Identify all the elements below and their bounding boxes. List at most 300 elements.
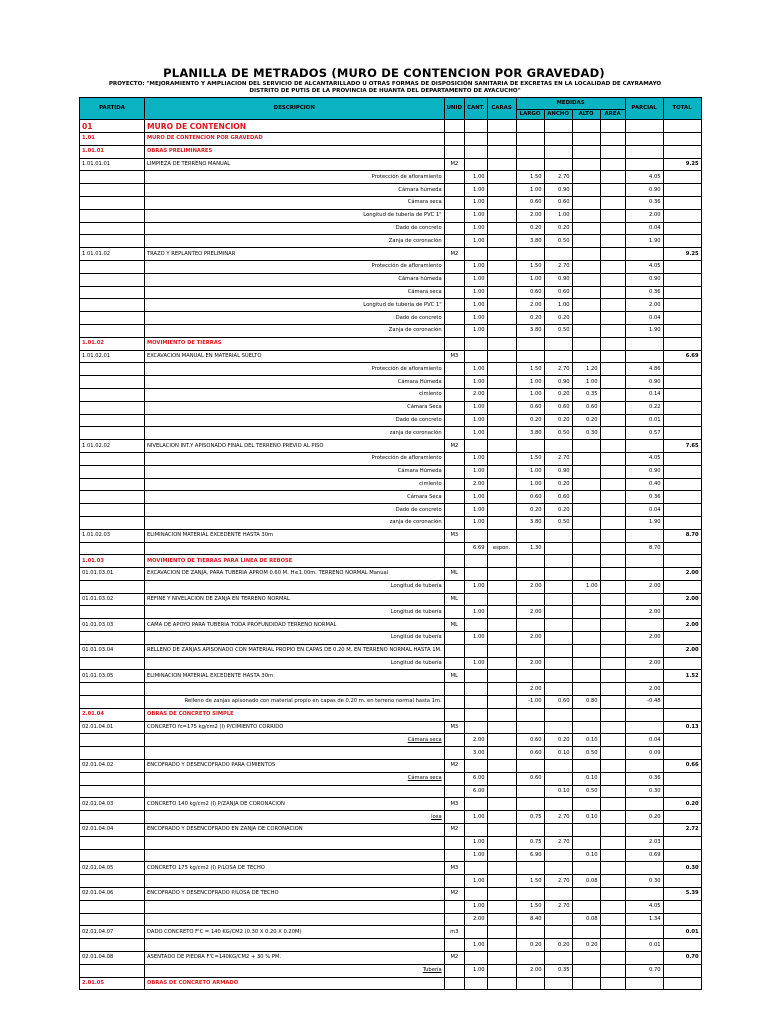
cell-code xyxy=(80,478,145,491)
cell-total-text: 9.25 xyxy=(685,160,699,167)
cell-desc-text: MOVIMIENTO DE TIERRAS xyxy=(147,340,222,347)
cell-cant-text: 1.00 xyxy=(473,852,485,859)
cell-unid-text: m3 xyxy=(450,928,459,935)
cell-unid-text: M2 xyxy=(450,762,459,769)
cell-alto xyxy=(572,273,600,286)
cell-code xyxy=(80,568,145,581)
cell-desc xyxy=(145,478,445,491)
cell-code xyxy=(80,324,145,337)
cell-desc-text: ELIMINACION MATERIAL EXCEDENTE HASTA 30m xyxy=(147,532,274,539)
cell-total-text: 1.52 xyxy=(685,672,699,679)
detail-row xyxy=(80,939,702,952)
cell-cant xyxy=(465,235,488,248)
cell-code xyxy=(80,299,145,312)
cell-caras xyxy=(487,721,516,734)
cell-unid-text: M3 xyxy=(450,532,459,539)
cell-total-text: 7.65 xyxy=(685,442,699,449)
cell-code xyxy=(80,811,145,824)
cell-total xyxy=(663,862,701,875)
cell-largo-text: 0.20 xyxy=(530,941,542,948)
cell-caras xyxy=(487,657,516,670)
cell-code-text: 02.01.04.02 xyxy=(82,762,114,769)
cell-alto xyxy=(572,491,600,504)
cell-desc-text: Cámara húmeda xyxy=(398,186,442,193)
cell-area xyxy=(600,913,625,926)
cell-total xyxy=(663,504,701,517)
cell-cant xyxy=(465,286,488,299)
cell-cant xyxy=(465,760,488,773)
cell-ancho-text: 0.90 xyxy=(558,186,570,193)
cell-parcial-text: 8.70 xyxy=(649,544,661,551)
detail-row xyxy=(80,388,702,401)
cell-unid xyxy=(444,388,464,401)
cell-ancho xyxy=(544,926,572,939)
cell-cant-text: 1.00 xyxy=(473,967,485,974)
cell-largo xyxy=(516,939,544,952)
cell-code xyxy=(80,542,145,555)
cell-area xyxy=(600,657,625,670)
cell-area xyxy=(600,299,625,312)
cell-code xyxy=(80,222,145,235)
cell-cant xyxy=(465,696,488,709)
cell-cant xyxy=(465,388,488,401)
cell-code xyxy=(80,670,145,683)
cell-unid xyxy=(444,427,464,440)
cell-desc xyxy=(145,299,445,312)
cell-ancho xyxy=(544,504,572,517)
cell-alto-text: 0.10 xyxy=(586,852,598,859)
cell-caras xyxy=(487,836,516,849)
cell-desc xyxy=(145,900,445,913)
cell-largo xyxy=(516,785,544,798)
cell-ancho-text: 2.70 xyxy=(558,263,570,270)
col-total: TOTAL xyxy=(663,98,701,120)
cell-desc xyxy=(145,465,445,478)
cell-ancho xyxy=(544,593,572,606)
cell-ancho xyxy=(544,862,572,875)
cell-cant xyxy=(465,504,488,517)
cell-desc-text: OBRAS DE CONCRETO ARMADO xyxy=(147,979,239,986)
cell-alto xyxy=(572,427,600,440)
cell-ancho xyxy=(544,260,572,273)
cell-cant-text: 1.00 xyxy=(473,941,485,948)
cell-code xyxy=(80,747,145,760)
cell-cant xyxy=(465,913,488,926)
table-row xyxy=(80,644,702,657)
table-row xyxy=(80,529,702,542)
cell-largo-text: 0.60 xyxy=(530,288,542,295)
cell-parcial xyxy=(625,772,663,785)
cell-unid-text: M2 xyxy=(450,954,459,961)
cell-cant-text: 1.00 xyxy=(473,660,485,667)
cell-alto xyxy=(572,798,600,811)
cell-desc-text: Dado de concreto xyxy=(395,506,442,513)
cell-desc xyxy=(145,964,445,977)
cell-cant xyxy=(465,683,488,696)
cell-ancho xyxy=(544,414,572,427)
detail-row xyxy=(80,260,702,273)
cell-cant xyxy=(465,657,488,670)
cell-code-text: 2.01.04 xyxy=(82,711,104,718)
cell-alto xyxy=(572,875,600,888)
cell-parcial xyxy=(625,926,663,939)
cell-area xyxy=(600,952,625,965)
cell-caras xyxy=(487,337,516,350)
cell-unid xyxy=(444,683,464,696)
cell-unid-text: ML xyxy=(450,570,459,577)
cell-desc xyxy=(145,977,445,990)
cell-parcial-text: 2.00 xyxy=(649,608,661,615)
cell-code xyxy=(80,696,145,709)
cell-ancho xyxy=(544,798,572,811)
cell-largo-text: 0.60 xyxy=(530,736,542,743)
cell-unid xyxy=(444,593,464,606)
cell-total xyxy=(663,133,701,146)
cell-alto xyxy=(572,184,600,197)
cell-total xyxy=(663,478,701,491)
cell-ancho xyxy=(544,657,572,670)
cell-unid xyxy=(444,696,464,709)
cell-largo xyxy=(516,580,544,593)
cell-cant xyxy=(465,299,488,312)
cell-area xyxy=(600,862,625,875)
cell-area xyxy=(600,529,625,542)
cell-code xyxy=(80,555,145,568)
cell-largo-text: 2.00 xyxy=(530,660,542,667)
cell-largo-text: 3.80 xyxy=(530,429,542,436)
cell-parcial-text: 0.70 xyxy=(649,967,661,974)
cell-total xyxy=(663,964,701,977)
cell-area xyxy=(600,273,625,286)
cell-area xyxy=(600,401,625,414)
cell-unid xyxy=(444,414,464,427)
cell-parcial-text: 0.20 xyxy=(649,813,661,820)
cell-ancho-text: 0.50 xyxy=(558,519,570,526)
cell-total xyxy=(663,606,701,619)
cell-unid xyxy=(444,606,464,619)
cell-alto xyxy=(572,337,600,350)
cell-caras xyxy=(487,376,516,389)
detail-row xyxy=(80,299,702,312)
cell-area xyxy=(600,440,625,453)
cell-desc-text: Longitud de tubería xyxy=(390,660,442,667)
cell-largo xyxy=(516,209,544,222)
cell-unid xyxy=(444,580,464,593)
cell-cant xyxy=(465,158,488,171)
detail-row xyxy=(80,427,702,440)
cell-code xyxy=(80,619,145,632)
cell-unid xyxy=(444,133,464,146)
cell-unid-text: M3 xyxy=(450,800,459,807)
cell-total-text: 2.72 xyxy=(685,826,699,833)
cell-code xyxy=(80,529,145,542)
cell-code xyxy=(80,376,145,389)
cell-total xyxy=(663,824,701,837)
cell-code xyxy=(80,440,145,453)
cell-alto xyxy=(572,836,600,849)
cell-cant-text: 1.00 xyxy=(473,813,485,820)
cell-unid xyxy=(444,440,464,453)
cell-caras xyxy=(487,798,516,811)
detail-row xyxy=(80,171,702,184)
cell-area xyxy=(600,977,625,990)
cell-desc-text: losa xyxy=(431,813,442,820)
cell-largo-text: 1.50 xyxy=(530,263,542,270)
cell-caras xyxy=(487,542,516,555)
cell-total xyxy=(663,785,701,798)
cell-area xyxy=(600,363,625,376)
cell-largo xyxy=(516,120,544,133)
cell-caras xyxy=(487,760,516,773)
cell-total xyxy=(663,888,701,901)
cell-ancho xyxy=(544,849,572,862)
cell-code xyxy=(80,235,145,248)
cell-total xyxy=(663,145,701,158)
cell-cant-text: 1.00 xyxy=(473,212,485,219)
cell-largo-text: 1.30 xyxy=(530,544,542,551)
cell-area xyxy=(600,555,625,568)
cell-parcial xyxy=(625,824,663,837)
cell-largo-text: 1.50 xyxy=(530,173,542,180)
cell-total xyxy=(663,363,701,376)
cell-caras xyxy=(487,478,516,491)
cell-desc-text: Cámara seca xyxy=(407,199,442,206)
cell-parcial xyxy=(625,388,663,401)
cell-parcial xyxy=(625,158,663,171)
cell-ancho xyxy=(544,184,572,197)
cell-parcial xyxy=(625,913,663,926)
cell-parcial xyxy=(625,363,663,376)
cell-ancho xyxy=(544,747,572,760)
cell-unid xyxy=(444,158,464,171)
cell-cant xyxy=(465,312,488,325)
cell-caras xyxy=(487,900,516,913)
cell-largo xyxy=(516,849,544,862)
cell-total-text: 0.66 xyxy=(685,762,699,769)
cell-ancho xyxy=(544,542,572,555)
cell-alto xyxy=(572,734,600,747)
cell-code xyxy=(80,926,145,939)
cell-alto xyxy=(572,568,600,581)
cell-total xyxy=(663,312,701,325)
cell-code xyxy=(80,337,145,350)
cell-caras xyxy=(487,273,516,286)
cell-desc-text: Protección de afloramiento xyxy=(371,173,442,180)
cell-largo-text: 1.00 xyxy=(530,468,542,475)
cell-unid xyxy=(444,952,464,965)
cell-caras xyxy=(487,516,516,529)
cell-largo xyxy=(516,542,544,555)
cell-parcial-text: 0.36 xyxy=(649,288,661,295)
cell-unid xyxy=(444,888,464,901)
detail-row xyxy=(80,657,702,670)
cell-caras xyxy=(487,286,516,299)
detail-row xyxy=(80,606,702,619)
cell-total-text: 0.70 xyxy=(685,954,699,961)
cell-area xyxy=(600,133,625,146)
cell-desc xyxy=(145,644,445,657)
cell-alto xyxy=(572,120,600,133)
cell-largo-text: 2.00 xyxy=(530,212,542,219)
cell-desc xyxy=(145,772,445,785)
cell-code xyxy=(80,401,145,414)
cell-ancho xyxy=(544,235,572,248)
cell-unid-text: M2 xyxy=(450,826,459,833)
cell-desc-text: Protección de afloramiento xyxy=(371,455,442,462)
cell-cant xyxy=(465,580,488,593)
cell-largo xyxy=(516,222,544,235)
cell-desc xyxy=(145,350,445,363)
cell-ancho-text: 0.90 xyxy=(558,276,570,283)
cell-cant xyxy=(465,849,488,862)
cell-unid xyxy=(444,875,464,888)
col-ancho: ANCHO xyxy=(544,110,572,120)
cell-desc xyxy=(145,798,445,811)
cell-desc-text: Cámara Húmeda xyxy=(397,378,442,385)
cell-ancho-text: 0.10 xyxy=(558,749,570,756)
table-row xyxy=(80,824,702,837)
cell-caras xyxy=(487,452,516,465)
cell-largo xyxy=(516,760,544,773)
cell-desc-text: Cámara Seca xyxy=(407,404,442,411)
cell-desc-text: Longitud de tubería de PVC 1" xyxy=(363,212,442,219)
cell-code xyxy=(80,964,145,977)
cell-caras xyxy=(487,491,516,504)
cell-area xyxy=(600,593,625,606)
cell-ancho xyxy=(544,171,572,184)
cell-desc-text: Dado de concreto xyxy=(395,416,442,423)
cell-code xyxy=(80,209,145,222)
cell-desc xyxy=(145,248,445,261)
detail-row xyxy=(80,273,702,286)
cell-ancho-text: 2.70 xyxy=(558,455,570,462)
cell-desc xyxy=(145,196,445,209)
cell-caras xyxy=(487,952,516,965)
cell-area xyxy=(600,350,625,363)
cell-unid-text: M2 xyxy=(450,890,459,897)
cell-ancho-text: 2.70 xyxy=(558,813,570,820)
cell-caras xyxy=(487,593,516,606)
cell-parcial xyxy=(625,401,663,414)
cell-caras xyxy=(487,388,516,401)
cell-alto-text: 0.10 xyxy=(586,775,598,782)
detail-row xyxy=(80,632,702,645)
cell-largo xyxy=(516,504,544,517)
cell-code xyxy=(80,836,145,849)
cell-parcial xyxy=(625,350,663,363)
cell-cant xyxy=(465,926,488,939)
cell-parcial xyxy=(625,644,663,657)
detail-row xyxy=(80,452,702,465)
cell-cant xyxy=(465,337,488,350)
cell-ancho-text: 0.60 xyxy=(558,404,570,411)
cell-alto xyxy=(572,977,600,990)
cell-ancho xyxy=(544,337,572,350)
detail-row xyxy=(80,785,702,798)
cell-total xyxy=(663,299,701,312)
cell-code xyxy=(80,350,145,363)
cell-unid xyxy=(444,785,464,798)
cell-largo xyxy=(516,158,544,171)
cell-ancho xyxy=(544,580,572,593)
cell-code xyxy=(80,414,145,427)
detail-row xyxy=(80,875,702,888)
cell-alto xyxy=(572,504,600,517)
cell-parcial xyxy=(625,222,663,235)
cell-parcial-text: 2.00 xyxy=(649,660,661,667)
detail-row xyxy=(80,286,702,299)
cell-code-text: 1.01.01.01 xyxy=(82,160,111,167)
cell-cant-text: 1.00 xyxy=(473,519,485,526)
cell-ancho-text: 0.20 xyxy=(558,480,570,487)
cell-cant xyxy=(465,606,488,619)
cell-ancho-text: 0.20 xyxy=(558,506,570,513)
cell-area xyxy=(600,222,625,235)
cell-parcial xyxy=(625,836,663,849)
cell-desc xyxy=(145,542,445,555)
cell-ancho xyxy=(544,836,572,849)
cell-ancho-text: 2.70 xyxy=(558,877,570,884)
cell-desc-text: MURO DE CONTENCION xyxy=(147,121,247,131)
cell-parcial-text: 2.00 xyxy=(649,301,661,308)
cell-largo xyxy=(516,593,544,606)
cell-code-text: 02.01.04.01 xyxy=(82,724,114,731)
cell-largo-text: 6.90 xyxy=(530,852,542,859)
cell-desc xyxy=(145,363,445,376)
cell-code xyxy=(80,798,145,811)
cell-cant-text: 1.00 xyxy=(473,416,485,423)
cell-desc xyxy=(145,171,445,184)
cell-desc xyxy=(145,619,445,632)
cell-total-text: 6.69 xyxy=(685,352,699,359)
cell-cant xyxy=(465,401,488,414)
cell-parcial xyxy=(625,235,663,248)
cell-cant xyxy=(465,568,488,581)
cell-total xyxy=(663,683,701,696)
cell-cant-text: 1.00 xyxy=(473,877,485,884)
cell-code xyxy=(80,862,145,875)
cell-area xyxy=(600,184,625,197)
cell-desc-text: cimiento xyxy=(419,391,442,398)
cell-caras xyxy=(487,158,516,171)
cell-unid xyxy=(444,120,464,133)
cell-alto xyxy=(572,964,600,977)
cell-desc xyxy=(145,401,445,414)
cell-alto-text: 0.10 xyxy=(586,813,598,820)
cell-code-text: 01 xyxy=(82,121,93,131)
cell-code xyxy=(80,900,145,913)
cell-alto xyxy=(572,516,600,529)
cell-alto-text: 0.10 xyxy=(586,736,598,743)
cell-alto-text: 0.20 xyxy=(586,941,598,948)
cell-ancho xyxy=(544,555,572,568)
cell-unid xyxy=(444,734,464,747)
cell-total xyxy=(663,209,701,222)
cell-code-text: 01.01.03.03 xyxy=(82,621,114,628)
cell-cant-text: 1.00 xyxy=(473,276,485,283)
cell-area xyxy=(600,120,625,133)
cell-largo xyxy=(516,427,544,440)
cell-parcial-text: 1.90 xyxy=(649,327,661,334)
cell-unid xyxy=(444,760,464,773)
cell-ancho-text: 0.60 xyxy=(558,698,570,705)
cell-parcial-text: 0.69 xyxy=(649,852,661,859)
table-row xyxy=(80,670,702,683)
cell-code xyxy=(80,184,145,197)
cell-ancho xyxy=(544,196,572,209)
cell-largo xyxy=(516,747,544,760)
cell-code xyxy=(80,363,145,376)
